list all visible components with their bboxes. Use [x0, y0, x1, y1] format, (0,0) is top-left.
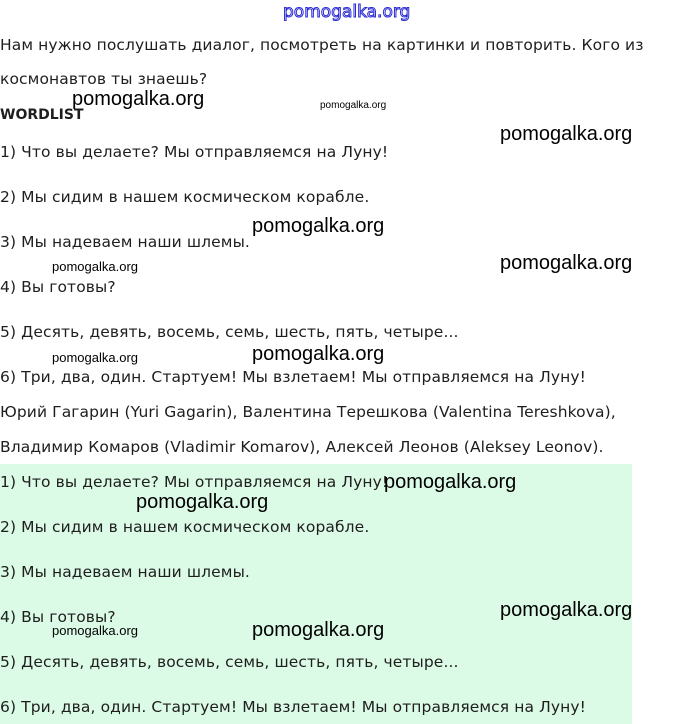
- answer-line-3: 3) Мы надеваем наши шлемы.: [0, 563, 250, 581]
- intro-line-2: космонавтов ты знаешь?: [0, 70, 208, 88]
- dialog-line-4: 4) Вы готовы?: [0, 278, 116, 296]
- dialog-line-2: 2) Мы сидим в нашем космическом корабле.: [0, 188, 370, 206]
- answer-line-6: 6) Три, два, один. Стартуем! Мы взлетаем! Мы отправляемся на Луну!: [0, 698, 586, 716]
- watermark: pomogalka.org: [384, 471, 517, 493]
- watermark: pomogalka.org: [252, 215, 385, 237]
- dialog-line-3: 3) Мы надеваем наши шлемы.: [0, 233, 250, 251]
- watermark: pomogalka.org: [500, 123, 633, 145]
- dialog-line-6: 6) Три, два, один. Стартуем! Мы взлетаем! Мы отправляемся на Луну!: [0, 368, 586, 386]
- answer-line-1: 1) Что вы делаете? Мы отправляемся на Луну!: [0, 473, 389, 491]
- answer-line-2: 2) Мы сидим в нашем космическом корабле.: [0, 518, 370, 536]
- watermark: pomogalka.org: [136, 491, 269, 513]
- watermark: pomogalka.org: [500, 252, 633, 274]
- answer-line-4: 4) Вы готовы?: [0, 608, 116, 626]
- watermark: pomogalka.org: [52, 259, 138, 274]
- watermark: pomogalka.org: [500, 599, 633, 621]
- dialog-line-5: 5) Десять, девять, восемь, семь, шесть, пять, четыре...: [0, 323, 459, 341]
- watermark: pomogalka.org: [52, 623, 138, 638]
- dialog-line-1: 1) Что вы делаете? Мы отправляемся на Луну!: [0, 143, 389, 161]
- wordlist-heading: WORDLIST: [0, 107, 84, 123]
- watermark: pomogalka.org: [252, 343, 385, 365]
- answer-block-background: [0, 464, 632, 724]
- cosmonauts-line-1: Юрий Гагарин (Yuri Gagarin), Валентина Терешкова (Valentina Tereshkova),: [0, 403, 616, 421]
- intro-line-1: Нам нужно послушать диалог, посмотреть на картинки и повторить. Кого из: [0, 36, 644, 54]
- cosmonauts-line-2: Владимир Комаров (Vladimir Komarov), Алексей Леонов (Aleksey Leonov).: [0, 438, 604, 456]
- watermark: pomogalka.org: [52, 350, 138, 365]
- watermark-top: pomogalka.org: [283, 2, 411, 22]
- watermark: pomogalka.org: [320, 100, 387, 111]
- watermark: pomogalka.org: [72, 88, 205, 110]
- watermark: pomogalka.org: [252, 619, 385, 641]
- answer-line-5: 5) Десять, девять, восемь, семь, шесть, пять, четыре...: [0, 653, 459, 671]
